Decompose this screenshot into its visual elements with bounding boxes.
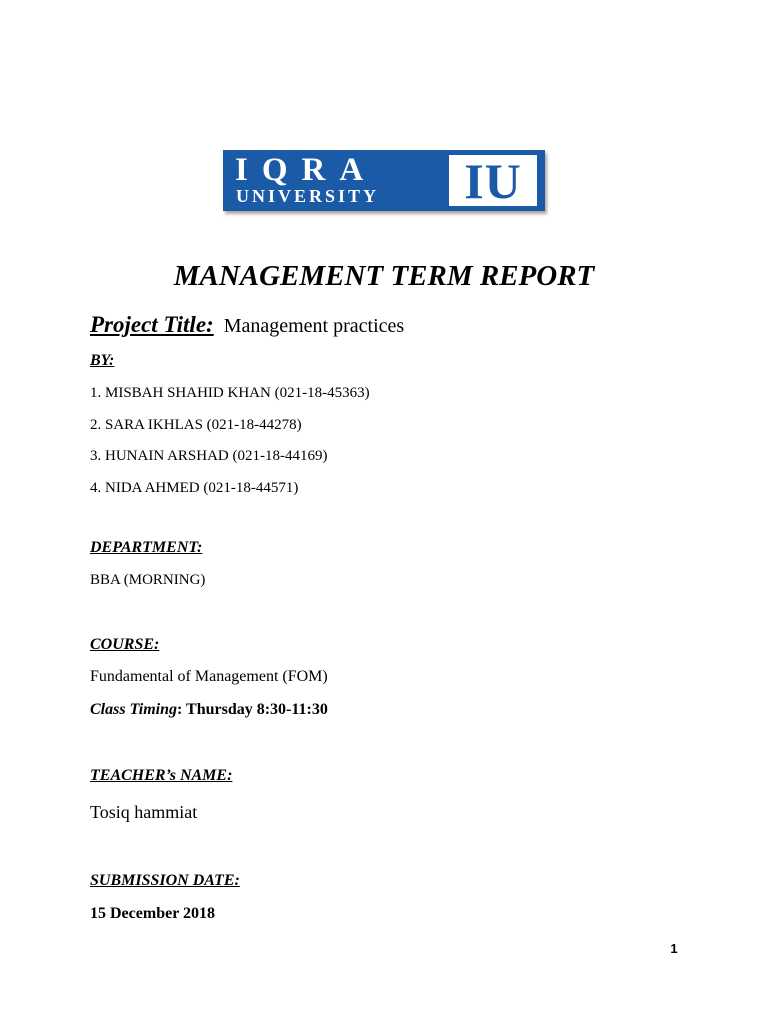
project-title-line	[90, 309, 404, 344]
member-item: 2. SARA IKHLAS (021-18-44278)	[90, 416, 302, 433]
project-title-value: Management practices	[223, 315, 405, 337]
class-timing-label: Class Timing	[90, 701, 177, 718]
teacher-heading: TEACHER’s NAME:	[90, 767, 233, 784]
project-title-label: Project Title:	[90, 312, 214, 337]
member-list	[90, 381, 370, 507]
submission-date: 15 December 2018	[90, 905, 215, 922]
logo-top-text: IQRA	[235, 152, 378, 188]
logo-bottom-text: UNIVERSITY	[236, 186, 380, 206]
member-item: 4. NIDA AHMED (021-18-44571)	[90, 479, 299, 496]
member-item: 3. HUNAIN ARSHAD (021-18-44169)	[90, 448, 328, 464]
members-heading: BY:	[90, 352, 115, 369]
university-logo	[223, 150, 545, 211]
department-heading: DEPARTMENT:	[90, 539, 203, 556]
report-title: MANAGEMENT TERM REPORT	[173, 260, 595, 292]
course-heading: COURSE:	[90, 636, 160, 653]
teacher-name: Tosiq hammiat	[90, 802, 198, 822]
department-value: BBA (MORNING)	[90, 572, 206, 588]
member-item: 1. MISBAH SHAHID KHAN (021-18-45363)	[90, 385, 370, 401]
course-value: Fundamental of Management (FOM)	[90, 668, 328, 685]
class-timing-colon: :	[176, 701, 183, 718]
class-timing-line	[90, 700, 328, 720]
submission-heading: SUBMISSION DATE:	[90, 872, 240, 889]
class-timing-value: Thursday 8:30-11:30	[182, 701, 328, 718]
logo-mark-box	[449, 153, 537, 209]
logo-mark-text: IU	[464, 153, 522, 209]
page-number: 1	[670, 941, 678, 956]
